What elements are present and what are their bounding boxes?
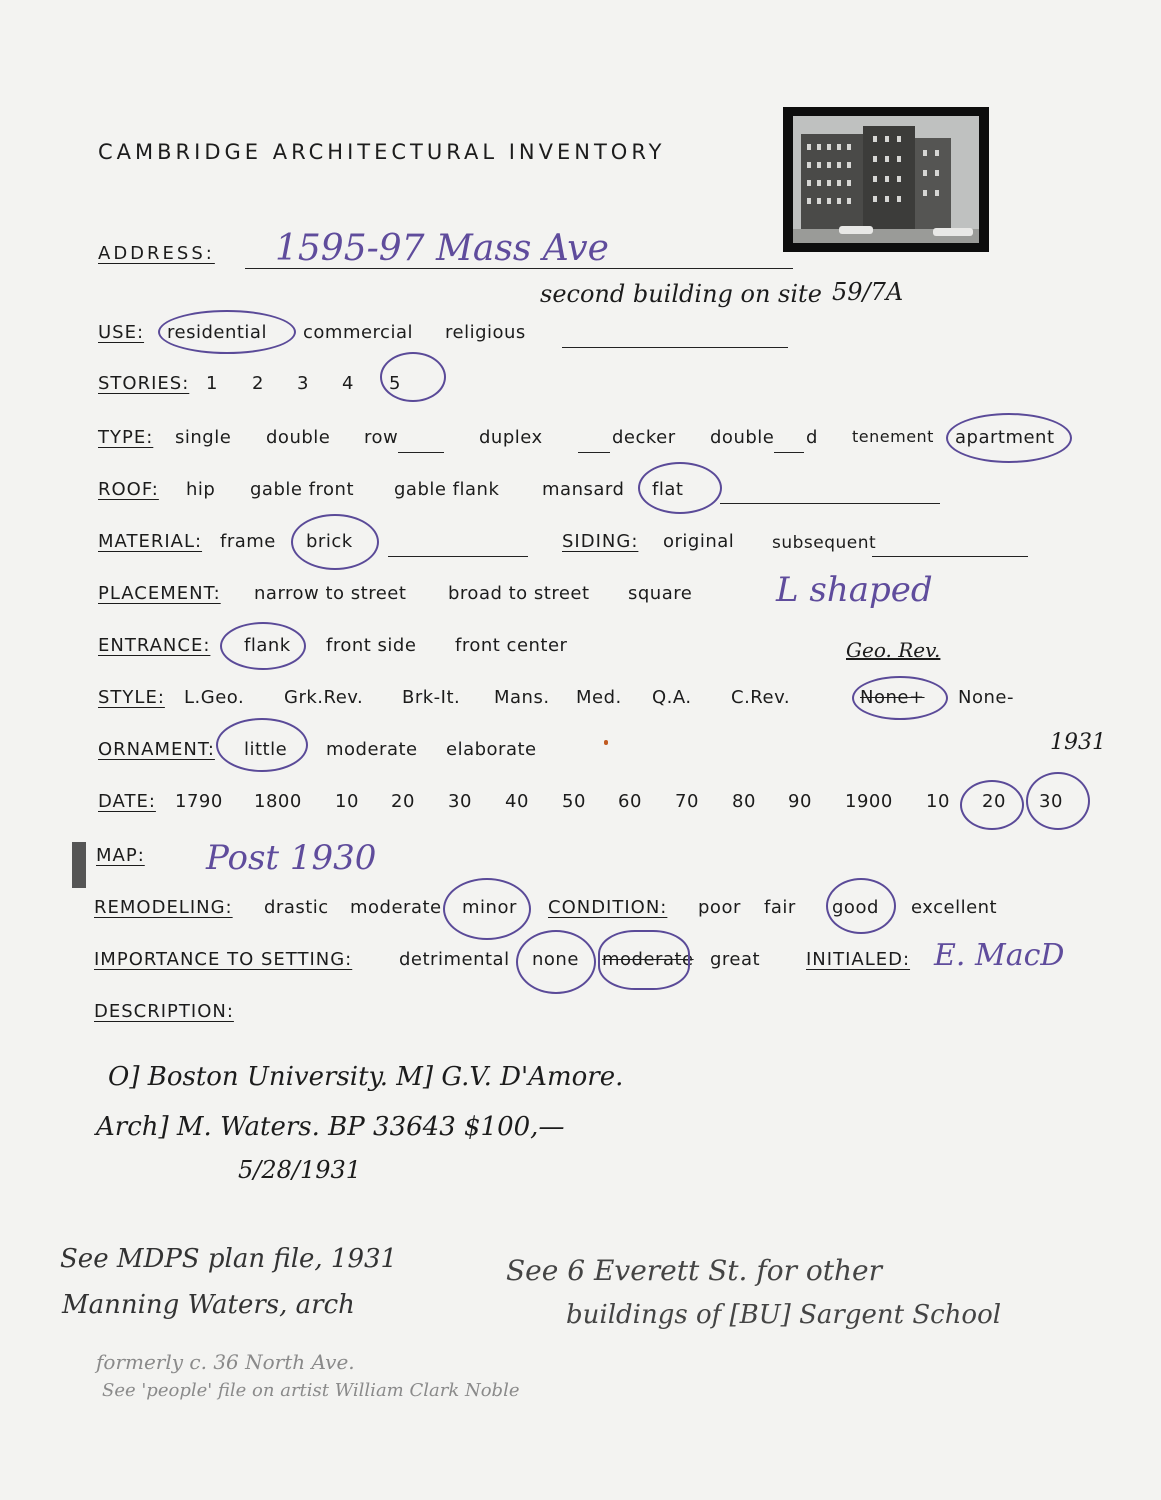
stories-option-1: 1 [206, 373, 218, 394]
material-option-brick: brick [306, 531, 353, 552]
notes-manning-waters: Manning Waters, arch [62, 1290, 355, 1320]
notes-people-file: See 'people' file on artist William Clark Noble [102, 1380, 520, 1401]
date-option-20: 20 [391, 791, 415, 812]
remodeling-option-minor: minor [462, 897, 517, 918]
address-label: ADDRESS: [98, 243, 215, 264]
importance-option-detrimental: detrimental [399, 949, 510, 970]
entrance-option-front-side: front side [326, 635, 417, 656]
material-label: MATERIAL: [98, 531, 203, 552]
roof-option-mansard: mansard [542, 479, 625, 500]
notes-permit-date: 5/28/1931 [238, 1156, 362, 1184]
notes-owner-mason: O] Boston University. M] G.V. D'Amore. [108, 1062, 624, 1092]
roof-blank-line [720, 503, 940, 504]
style-option-crev: C.Rev. [731, 687, 791, 708]
siding-option-subsequent: subsequent [772, 533, 877, 553]
type-option-d: d [806, 427, 818, 448]
use-selected-circle [158, 310, 296, 354]
placement-option-square: square [628, 583, 693, 604]
entrance-selected-circle [220, 622, 306, 670]
description-label: DESCRIPTION: [94, 1001, 234, 1022]
use-label: USE: [98, 322, 145, 343]
date-label: DATE: [98, 791, 156, 812]
type-decker-blank [578, 452, 610, 453]
style-option-med: Med. [576, 687, 622, 708]
entrance-option-flank: flank [244, 635, 291, 656]
stories-selected-circle [380, 352, 446, 402]
roof-option-gable-front: gable front [250, 479, 354, 500]
style-option-lgeo: L.Geo. [184, 687, 245, 708]
type-option-decker: decker [612, 427, 676, 448]
form-title: CAMBRIDGE ARCHITECTURAL INVENTORY [98, 140, 666, 164]
date-option-90: 90 [788, 791, 812, 812]
notes-architect-permit: Arch] M. Waters. BP 33643 $100,— [96, 1112, 565, 1142]
date-option-10: 10 [335, 791, 359, 812]
importance-selected-circle [516, 930, 596, 994]
importance-option-great: great [710, 949, 761, 970]
ink-spot [604, 740, 608, 745]
style-selected-circle [852, 676, 948, 720]
date-option-1920: 20 [982, 791, 1006, 812]
roof-label: ROOF: [98, 479, 159, 500]
map-reference: 59/7A [832, 278, 904, 306]
use-option-commercial: commercial [303, 322, 413, 343]
use-option-residential: residential [167, 322, 267, 343]
date-option-70: 70 [675, 791, 699, 812]
date-option-60: 60 [618, 791, 642, 812]
remodeling-option-drastic: drastic [264, 897, 329, 918]
condition-label: CONDITION: [548, 897, 668, 918]
date-circle-1930 [1026, 772, 1090, 830]
condition-option-excellent: excellent [911, 897, 998, 918]
style-option-none-minus: None- [958, 687, 1014, 708]
type-option-double-d: double [710, 427, 775, 448]
ornament-option-little: little [244, 739, 288, 760]
date-note: 1931 [1050, 730, 1106, 755]
date-option-40: 40 [505, 791, 529, 812]
condition-option-good: good [832, 897, 879, 918]
stories-option-3: 3 [297, 373, 309, 394]
notes-formerly: formerly c. 36 North Ave. [96, 1350, 355, 1374]
remodeling-label: REMODELING: [94, 897, 233, 918]
style-option-mans: Mans. [494, 687, 550, 708]
use-option-religious: religious [445, 322, 526, 343]
placement-label: PLACEMENT: [98, 583, 221, 604]
margin-mark [72, 842, 86, 888]
style-option-brkit: Brk-It. [402, 687, 461, 708]
roof-option-flat: flat [652, 479, 684, 500]
style-label: STYLE: [98, 687, 165, 708]
stories-option-2: 2 [252, 373, 264, 394]
date-option-1900: 1900 [845, 791, 893, 812]
map-label: MAP: [96, 845, 145, 866]
date-option-80: 80 [732, 791, 756, 812]
date-option-1790: 1790 [175, 791, 223, 812]
building-photo-image [793, 116, 979, 243]
date-option-30: 30 [448, 791, 472, 812]
material-option-frame: frame [220, 531, 276, 552]
type-option-single: single [175, 427, 232, 448]
initialed-label: INITIALED: [806, 949, 911, 970]
remodeling-option-moderate: moderate [350, 897, 442, 918]
condition-selected-circle [826, 878, 896, 934]
remodeling-selected-circle [443, 878, 531, 940]
date-option-50: 50 [562, 791, 586, 812]
importance-option-none: none [532, 949, 579, 970]
type-option-double: double [266, 427, 331, 448]
type-option-duplex: duplex [479, 427, 543, 448]
ornament-selected-circle [216, 718, 308, 772]
address-value: 1595-97 Mass Ave [275, 228, 609, 269]
stories-label: STORIES: [98, 373, 190, 394]
ornament-label: ORNAMENT: [98, 739, 215, 760]
style-option-none-plus: None+ [860, 687, 925, 708]
placement-option-narrow: narrow to street [254, 583, 407, 604]
style-option-grkrev: Grk.Rev. [284, 687, 364, 708]
siding-blank-line [872, 556, 1028, 557]
entrance-label: ENTRANCE: [98, 635, 211, 656]
type-label: TYPE: [98, 427, 154, 448]
type-row-blank [398, 452, 444, 453]
date-circle-1920 [960, 780, 1024, 830]
stories-option-5: 5 [389, 373, 401, 394]
map-value: Post 1930 [206, 838, 377, 878]
placement-option-broad: broad to street [448, 583, 590, 604]
date-option-1930: 30 [1039, 791, 1063, 812]
siding-option-original: original [663, 531, 735, 552]
roof-option-hip: hip [186, 479, 216, 500]
style-note: Geo. Rev. [846, 638, 941, 662]
address-note: second building on site [540, 280, 822, 308]
importance-option-moderate: moderate [602, 949, 694, 970]
type-selected-circle [946, 413, 1072, 463]
material-selected-circle [291, 514, 379, 570]
type-option-row: row [364, 427, 399, 448]
initialed-value: E. MacD [934, 938, 1065, 973]
stories-option-4: 4 [342, 373, 354, 394]
type-double-blank [774, 452, 804, 453]
notes-see-everett: See 6 Everett St. for other [506, 1254, 882, 1287]
building-photo [783, 107, 989, 252]
ornament-option-elaborate: elaborate [446, 739, 537, 760]
type-option-tenement: tenement [852, 427, 934, 446]
condition-option-poor: poor [698, 897, 741, 918]
notes-plan-file: See MDPS plan file, 1931 [60, 1244, 398, 1274]
ornament-option-moderate: moderate [326, 739, 418, 760]
roof-selected-circle [638, 462, 722, 514]
entrance-option-front-center: front center [455, 635, 568, 656]
material-blank-line [388, 556, 528, 557]
date-option-1800: 1800 [254, 791, 302, 812]
date-option-1910: 10 [926, 791, 950, 812]
type-option-apartment: apartment [955, 427, 1055, 448]
style-option-qa: Q.A. [652, 687, 692, 708]
roof-option-gable-flank: gable flank [394, 479, 500, 500]
importance-scribble [598, 930, 690, 990]
condition-option-fair: fair [764, 897, 796, 918]
importance-label: IMPORTANCE TO SETTING: [94, 949, 353, 970]
siding-label: SIDING: [562, 531, 639, 552]
use-blank-line [562, 347, 788, 348]
placement-note: L shaped [776, 570, 933, 610]
notes-sargent-school: buildings of [BU] Sargent School [566, 1300, 1002, 1330]
